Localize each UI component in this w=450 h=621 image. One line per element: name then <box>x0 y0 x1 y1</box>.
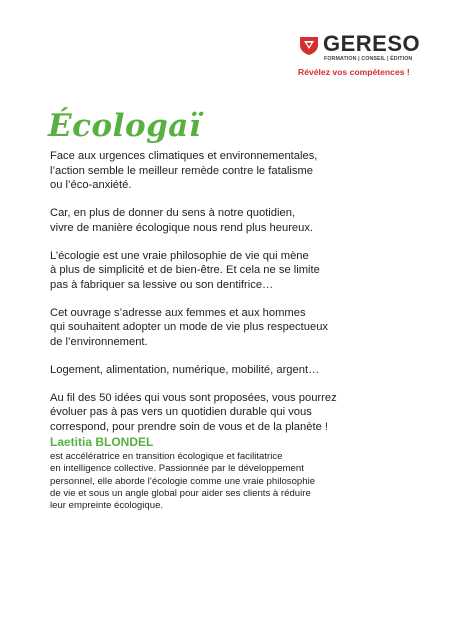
author-name: Laetitia BLONDEL <box>50 435 154 449</box>
author-section <box>50 435 380 512</box>
brand-subtitle: FORMATION | CONSEIL | ÉDITION <box>324 56 413 62</box>
paragraph: Au fil des 50 idées qui vous sont proposées, vous pourrez évoluer pas à pas vers un quotidien durable qui vous correspond, pour prendre soin de vous et de la planète ! <box>50 391 337 433</box>
paragraph: Car, en plus de donner du sens à notre quotidien, vivre de manière écologique nous rend plus heureux. <box>50 207 314 234</box>
paragraph: Logement, alimentation, numérique, mobilité, argent… <box>50 363 320 376</box>
gereso-shield-icon <box>298 34 320 61</box>
brand-tagline: Révélez vos compétences ! <box>298 67 410 77</box>
author-bio: est accélératrice en transition écologique et facilitatrice en intelligence collective. Passionnée par le développement personnel, elle aborde l’écologie comme une vraie philosophie de vie et sous un angle global pour aider ses clients à réduire leur empreinte écologique. <box>50 451 316 512</box>
book-title: Écologaï <box>48 108 202 144</box>
back-cover-text <box>50 149 380 448</box>
publisher-logo <box>298 32 420 80</box>
paragraph: L’écologie est une vraie philosophie de vie qui mène à plus de simplicité et de bien-être. Et cela ne se limite pas à fabriquer sa lessive ou son dentifrice… <box>50 249 320 291</box>
paragraph: Cet ouvrage s’adresse aux femmes et aux hommes qui souhaitent adopter un mode de vie plus respectueux de l’environnement. <box>50 306 329 348</box>
paragraph: Face aux urgences climatiques et environnementales, l’action semble le meilleur remède contre le fatalisme ou l’éco-anxiété. <box>50 150 318 192</box>
brand-name: GERESO <box>323 31 421 56</box>
